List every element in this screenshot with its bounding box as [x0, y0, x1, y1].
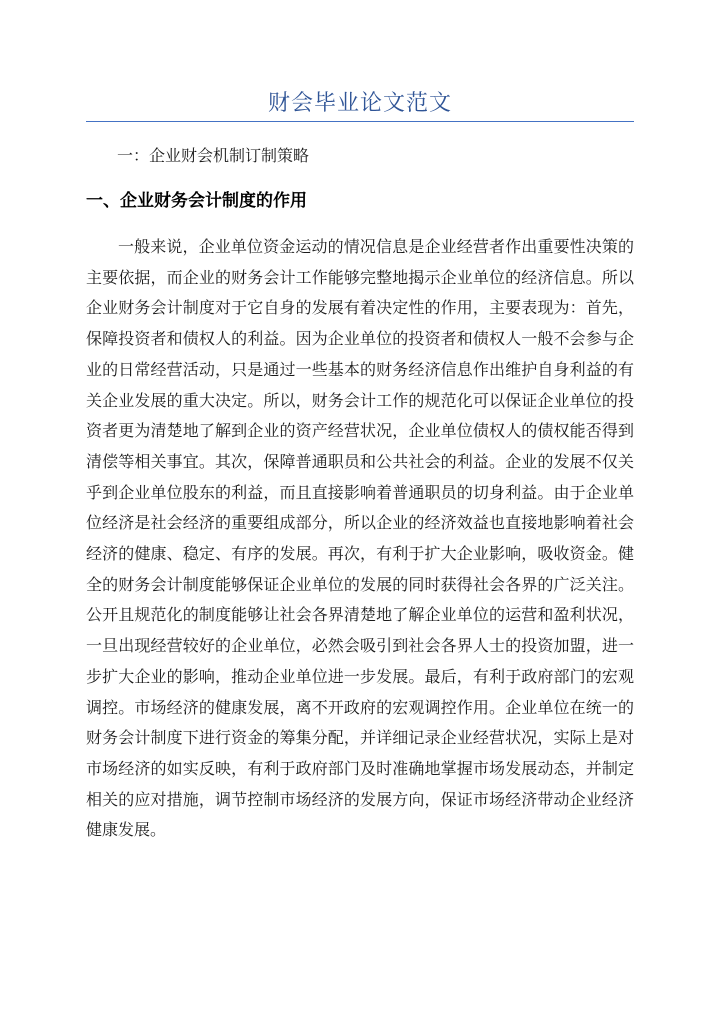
- body-paragraph: 一般来说，企业单位资金运动的情况信息是企业经营者作出重要性决策的主要依据，而企业的财务会计工作能够完整地揭示企业单位的经济信息。所以企业财务会计制度对于它自身的发展有着决定性的作用，主要表现为：首先，保障投资者和债权人的利益。因为企业单位的投资者和债权人一般不会参与企业的日常经营活动，只是通过一些基本的财务经济信息作出维护自身利益的有关企业发展的重大决定。所以，财务会计工作的规范化可以保证企业单位的投资者更为清楚地了解到企业的资产经营状况，企业单位债权人的债权能否得到清偿等相关事宜。其次，保障普通职员和公共社会的利益。企业的发展不仅关乎到企业单位股东的利益，而且直接影响着普通职员的切身利益。由于企业单位经济是社会经济的重要组成部分，所以企业的经济效益也直接地影响着社会经济的健康、稳定、有序的发展。再次，有利于扩大企业影响，吸收资金。健全的财务会计制度能够保证企业单位的发展的同时获得社会各界的广泛关注。公开且规范化的制度能够让社会各界清楚地了解企业单位的运营和盈利状况，一旦出现经营较好的企业单位，必然会吸引到社会各界人士的投资加盟，进一步扩大企业的影响，推动企业单位进一步发展。最后，有利于政府部门的宏观调控。市场经济的健康发展，离不开政府的宏观调控作用。企业单位在统一的财务会计制度下进行资金的筹集分配，并详细记录企业经营状况，实际上是对市场经济的如实反映，有利于政府部门及时准确地掌握市场发展动态，并制定相关的应对措施，调节控制市场经济的发展方向，保证市场经济带动企业经济健康发展。: [86, 237, 634, 840]
- document-title: 财会毕业论文范文: [267, 91, 452, 116]
- section-heading: 一、企业财务会计制度的作用: [86, 191, 307, 211]
- document-subheading: 一：企业财会机制订制策略: [117, 146, 310, 165]
- title-underline: [86, 121, 634, 122]
